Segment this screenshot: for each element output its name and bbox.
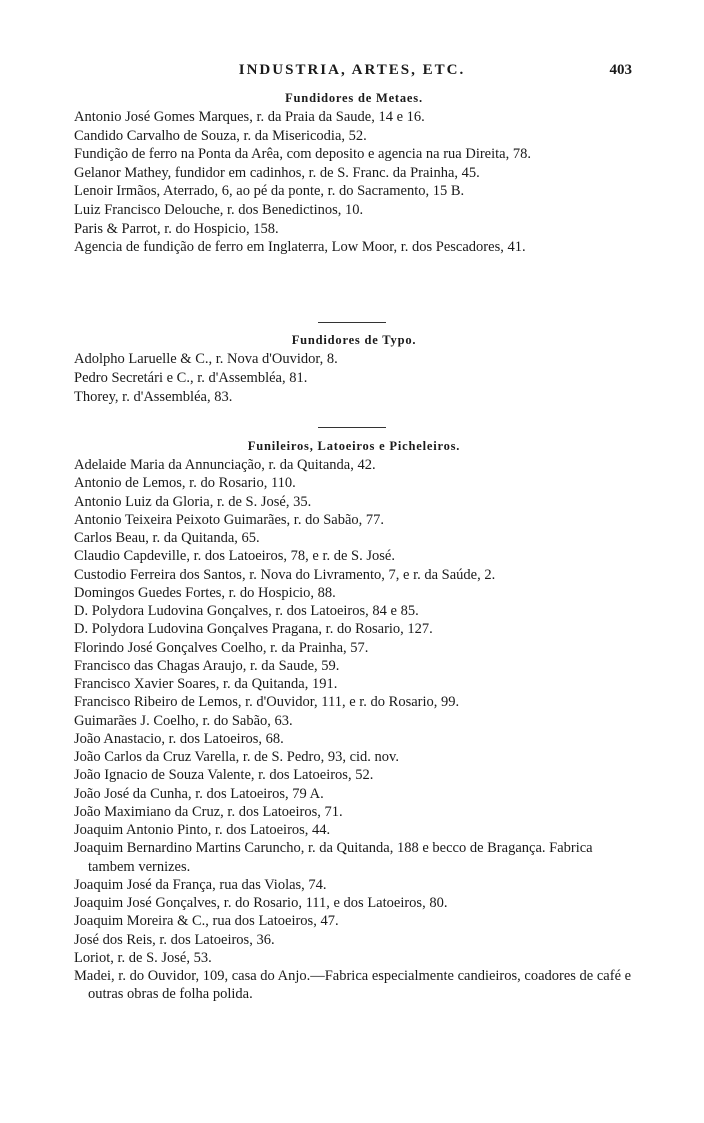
directory-entry: Domingos Guedes Fortes, r. do Hospicio, 88. <box>74 584 336 601</box>
directory-entry: Antonio José Gomes Marques, r. da Praia da Saude, 14 e 16. <box>74 109 425 125</box>
directory-entry: Adelaide Maria da Annunciação, r. da Quitanda, 42. <box>74 457 376 473</box>
directory-entry: Agencia de fundição de ferro em Inglaterra, Low Moor, r. dos Pescadores, 41. <box>74 239 526 256</box>
directory-entry: Fundição de ferro na Ponta da Arêa, com deposito e agencia na rua Direita, 78. <box>74 146 531 163</box>
directory-entry: Paris & Parrot, r. do Hospicio, 158. <box>74 220 279 237</box>
directory-entry: Francisco das Chagas Araujo, r. da Saude, 59. <box>74 657 340 674</box>
directory-entry: Francisco Xavier Soares, r. da Quitanda, 191. <box>74 676 338 692</box>
directory-entry: João Carlos da Cruz Varella, r. de S. Pedro, 93, cid. nov. <box>74 749 399 765</box>
directory-entry: Joaquim Antonio Pinto, r. dos Latoeiros, 44. <box>74 822 331 838</box>
directory-entry: Thorey, r. d'Assembléa, 83. <box>74 389 233 405</box>
directory-entry: João Anastacio, r. dos Latoeiros, 68. <box>74 730 284 747</box>
section-divider <box>318 427 386 428</box>
directory-entry: João José da Cunha, r. dos Latoeiros, 79 A. <box>74 785 324 802</box>
directory-entry: Pedro Secretári e C., r. d'Assembléa, 81. <box>74 370 308 386</box>
directory-entry: Luiz Francisco Delouche, r. dos Benedictinos, 10. <box>74 201 364 218</box>
directory-entry: José dos Reis, r. dos Latoeiros, 36. <box>74 931 275 948</box>
directory-entry: Custodio Ferreira dos Santos, r. Nova do Livramento, 7, e r. da Saúde, 2. <box>74 566 496 583</box>
directory-entry: Madei, r. do Ouvidor, 109, casa do Anjo.—Fabrica especialmente candieiros, coadores de café e outras obras de folha polida. <box>74 968 632 1003</box>
section-heading: Fundidores de Metaes. <box>285 91 423 105</box>
directory-entry: Joaquim José Gonçalves, r. do Rosario, 111, e dos Latoeiros, 80. <box>74 895 448 911</box>
section-fundidores-de-metaes <box>74 88 634 257</box>
section-divider <box>318 322 386 323</box>
section-funileiros-latoeiros-picheleiros <box>74 436 634 1004</box>
directory-entry: Antonio de Lemos, r. do Rosario, 110. <box>74 475 296 492</box>
directory-entry: Lenoir Irmãos, Aterrado, 6, ao pé da ponte, r. do Sacramento, 15 B. <box>74 183 465 200</box>
section-fundidores-de-typo <box>74 330 634 407</box>
section-heading: Fundidores de Typo. <box>291 333 417 347</box>
page-number: 403 <box>609 62 632 78</box>
directory-entry: Loriot, r. de S. José, 53. <box>74 949 212 966</box>
directory-entry: Claudio Capdeville, r. dos Latoeiros, 78, e r. de S. José. <box>74 548 395 565</box>
directory-entry: Florindo José Gonçalves Coelho, r. da Prainha, 57. <box>74 639 369 656</box>
directory-entry: Adolpho Laruelle & C., r. Nova d'Ouvidor, 8. <box>74 351 338 367</box>
directory-entry: Joaquim Moreira & C., rua dos Latoeiros, 47. <box>74 913 339 930</box>
directory-entry: Joaquim Bernardino Martins Caruncho, r. da Quitanda, 188 e becco de Bragança. Fabrica tambem vernizes. <box>74 840 593 875</box>
directory-entry: João Maximiano da Cruz, r. dos Latoeiros, 71. <box>74 803 343 820</box>
running-title: INDUSTRIA, ARTES, ETC. <box>238 62 466 78</box>
directory-entry: Carlos Beau, r. da Quitanda, 65. <box>74 530 260 546</box>
running-head <box>0 62 704 82</box>
directory-entry: Joaquim José da França, rua das Violas, 74. <box>74 876 327 893</box>
directory-entry: Francisco Ribeiro de Lemos, r. d'Ouvidor, 111, e r. do Rosario, 99. <box>74 694 460 711</box>
directory-entry: Candido Carvalho de Souza, r. da Misericodia, 52. <box>74 127 367 144</box>
directory-entry: João Ignacio de Souza Valente, r. dos Latoeiros, 52. <box>74 767 374 784</box>
directory-entry: Antonio Teixeira Peixoto Guimarães, r. do Sabão, 77. <box>74 511 385 528</box>
directory-entry: Guimarães J. Coelho, r. do Sabão, 63. <box>74 712 293 729</box>
directory-entry: Antonio Luiz da Gloria, r. de S. José, 35. <box>74 493 312 510</box>
directory-entry: Gelanor Mathey, fundidor em cadinhos, r. de S. Franc. da Prainha, 45. <box>74 164 480 181</box>
directory-entry: D. Polydora Ludovina Gonçalves Pragana, r. do Rosario, 127. <box>74 621 433 638</box>
section-heading: Funileiros, Latoeiros e Picheleiros. <box>247 439 461 453</box>
directory-entry: D. Polydora Ludovina Gonçalves, r. dos Latoeiros, 84 e 85. <box>74 603 419 619</box>
